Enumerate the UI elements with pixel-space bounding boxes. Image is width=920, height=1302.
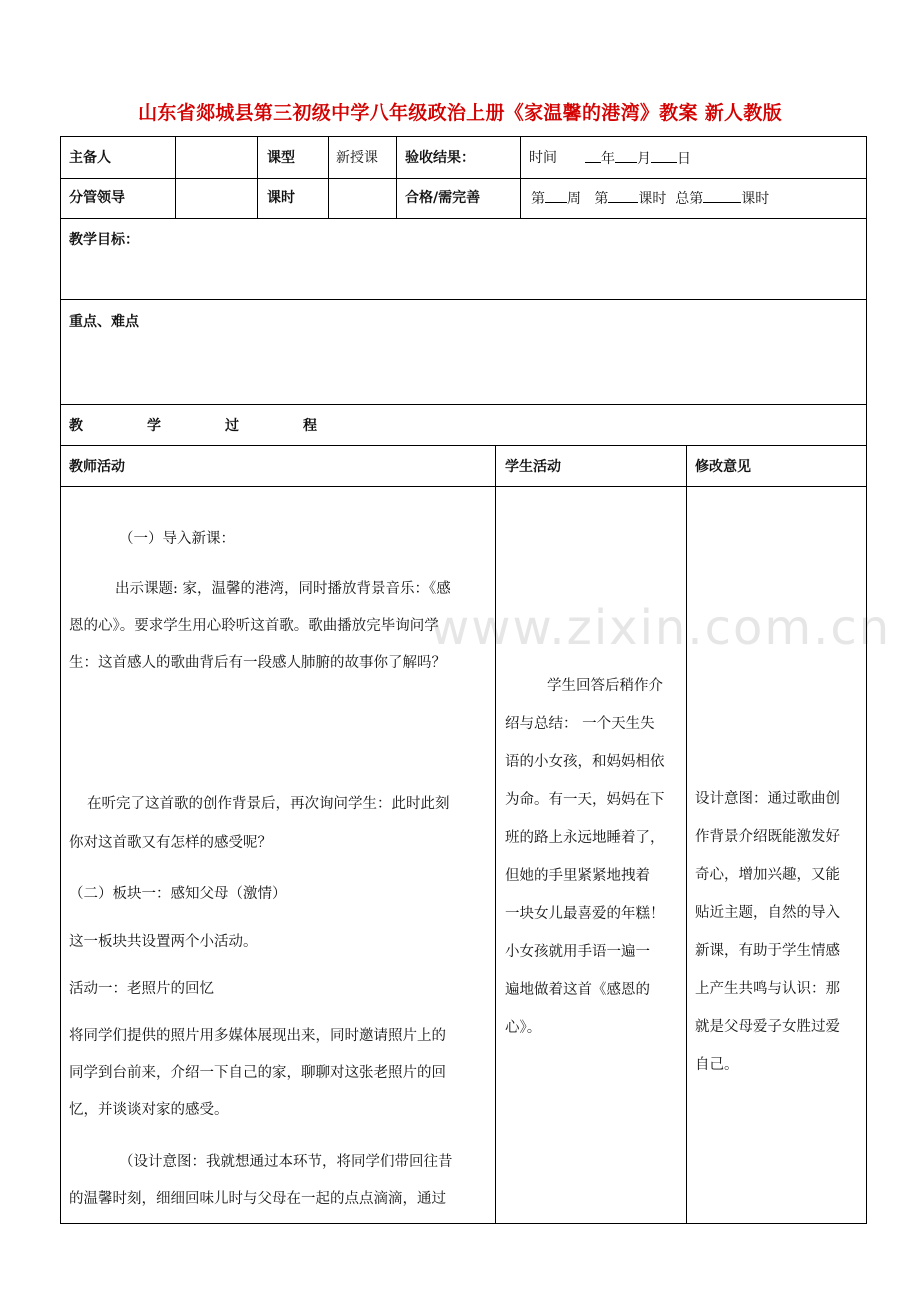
lesson-plan-table (60, 136, 867, 1224)
process-char: 教 (69, 418, 83, 434)
date-field (585, 148, 691, 169)
teacher-line: 你对这首歌又有怎样的感受呢？ (69, 835, 272, 851)
revision-line: 设计意图：通过歌曲创 (695, 791, 840, 807)
lesson-type-value: 新授课 (336, 150, 378, 166)
student-line: 心》。 (505, 1020, 542, 1036)
student-activity-header: 学生活动 (505, 459, 561, 475)
date-year: 年 (601, 151, 615, 167)
revision-line: 上产生共鸣与认识：那 (695, 981, 840, 997)
revision-line: 就是父母爱子女胜过爱 (695, 1019, 840, 1035)
period-label: 课时 (267, 190, 295, 206)
teacher-line: 将同学们提供的照片用多媒体展现出来，同时邀请照片上的 (69, 1028, 446, 1044)
student-line: 班的路上永远地睡着了， (505, 830, 665, 846)
schedule-field (531, 188, 769, 209)
teacher-line: （二）板块一：感知父母（激情） (69, 886, 287, 902)
lesson-prefix: 第 (594, 191, 609, 207)
revision-line: 新课，有助于学生情感 (695, 943, 840, 959)
teacher-line: 忆，并谈谈对家的感受。 (69, 1102, 229, 1118)
lesson-suffix: 课时 (638, 191, 667, 207)
student-line: 小女孩就用手语一遍一 (505, 944, 650, 960)
date-month: 月 (637, 151, 651, 167)
document-title: 山东省郯城县第三初级中学八年级政治上册《家温馨的港湾》教案 新人教版 (138, 102, 782, 124)
teacher-line: 在听完了这首歌的创作背景后，再次询问学生：此时此刻 (87, 796, 450, 812)
process-char: 程 (303, 418, 317, 434)
teaching-goals-label: 教学目标： (69, 232, 139, 248)
student-line: 学生回答后稍作介 (547, 678, 663, 694)
teacher-line: 活动一：老照片的回忆 (69, 981, 214, 997)
teacher-line: 的温馨时刻，细细回味儿时与父母在一起的点点滴滴，通过 (69, 1191, 446, 1207)
date-day: 日 (677, 151, 691, 167)
student-line: 遍地做着这首《感恩的 (505, 982, 650, 998)
student-line: 绍与总结： 一个天生失 (505, 716, 655, 732)
lesson-type-label: 课型 (267, 150, 295, 166)
process-char: 学 (147, 418, 161, 434)
teacher-line: 生：这首感人的歌曲背后有一段感人肺腑的故事你了解吗？ (69, 655, 446, 671)
week-prefix: 第 (531, 191, 545, 207)
teacher-line: （一）导入新课： (119, 531, 235, 547)
teacher-line: 同学到台前来，介绍一下自己的家，聊聊对这张老照片的回 (69, 1065, 446, 1081)
time-label: 时间 (529, 150, 557, 166)
preparer-label: 主备人 (69, 150, 111, 166)
teacher-line: 恩的心》。要求学生用心聆听这首歌。歌曲播放完毕询问学 (69, 618, 439, 634)
revision-notes-header: 修改意见 (695, 459, 751, 475)
teaching-process-heading (69, 416, 317, 436)
leader-label: 分管领导 (69, 190, 125, 206)
student-line: 为命。有一天，妈妈在下 (505, 792, 665, 808)
student-line: 但她的手里紧紧地拽着 (505, 868, 650, 884)
focus-difficulty-label: 重点、难点 (69, 314, 139, 330)
teacher-line: 出示课题: 家，温馨的港湾，同时播放背景音乐：《感 (115, 581, 451, 597)
check-result-label: 验收结果： (405, 150, 475, 166)
watermark: www.zixin.com.cn (430, 600, 892, 656)
pass-label: 合格/需完善 (405, 190, 481, 206)
teacher-activity-header: 教师活动 (69, 459, 125, 475)
teacher-line: （设计意图：我就想通过本环节，将同学们带回往昔 (119, 1154, 453, 1170)
revision-line: 自己。 (695, 1057, 739, 1073)
revision-line: 作背景介绍既能激发好 (695, 829, 840, 845)
week-suffix: 周 (567, 191, 581, 207)
process-char: 过 (225, 418, 239, 434)
student-line: 一块女儿最喜爱的年糕！ (505, 906, 665, 922)
total-prefix: 总第 (675, 191, 704, 207)
total-suffix: 课时 (741, 191, 770, 207)
revision-line: 奇心，增加兴趣，又能 (695, 867, 840, 883)
student-line: 语的小女孩，和妈妈相依 (505, 754, 665, 770)
teacher-line: 这一板块共设置两个小活动。 (69, 934, 258, 950)
revision-line: 贴近主题，自然的导入 (695, 905, 840, 921)
